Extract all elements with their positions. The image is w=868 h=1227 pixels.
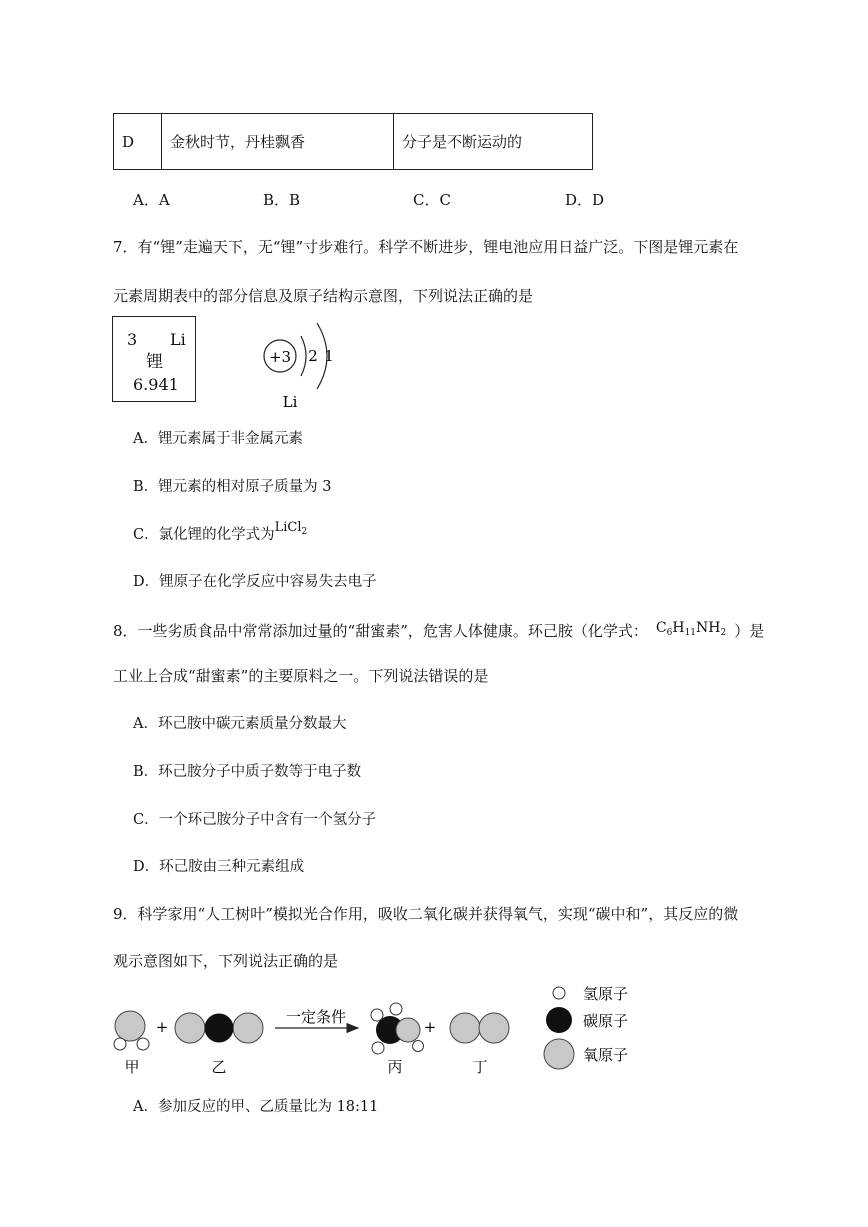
label-bing: 丙 [387, 1058, 403, 1076]
atom-structure-diagram [255, 318, 365, 414]
oxygen-legend-icon [544, 1039, 574, 1069]
q7-option-a[interactable]: A．锂元素属于非金属元素 [133, 431, 303, 447]
licl2-formula: LiCl$_2$ [274, 520, 308, 537]
carbon-legend-icon [546, 1007, 572, 1033]
cyclohexylamine-formula: $C_6H_{11}NH_2$ [655, 620, 727, 638]
electron-shell-1 [301, 336, 306, 376]
q7-stem-line2: 元素周期表中的部分信息及原子结构示意图，下列说法正确的是 [113, 287, 534, 305]
answer-table-row-d [113, 113, 593, 170]
q7-stem-line1: 7．有“锂”走遍天下，无“锂”寸步难行。科学不断进步，锂电池应用日益广泛。下图是锂元素在 [113, 238, 739, 256]
q7-option-d[interactable]: D．锂原子在化学反应中容易失去电子 [133, 574, 377, 590]
label-jia: 甲 [124, 1058, 140, 1076]
legend-hydrogen: 氢原子 [583, 985, 629, 1003]
element-card-lithium [112, 316, 196, 402]
hydrogen-legend-icon [553, 987, 565, 999]
molecule-jia-water [114, 1011, 149, 1050]
q7-option-c[interactable] [133, 520, 308, 545]
row-phenomenon: 金秋时节，丹桂飘香 [162, 114, 394, 169]
row-label: D [114, 114, 162, 169]
q6-option-c[interactable]: C．C [413, 191, 451, 209]
atomic-mass: 6.941 [133, 375, 179, 394]
atom-label: Li [282, 393, 298, 411]
molecule-bing-methanol [371, 1003, 424, 1054]
legend [544, 985, 628, 1069]
q8-stem-line2: 工业上合成“甜蜜素”的主要原料之一。下列说法错误的是 [113, 667, 489, 685]
reaction-micro-diagram [110, 980, 670, 1080]
plus-sign-2: + [423, 1018, 437, 1036]
q7-option-b[interactable]: B．锂元素的相对原子质量为 3 [133, 479, 332, 495]
q9-stem-line1: 9．科学家用“人工树叶”模拟光合作用，吸收二氧化碳并获得氧气，实现“碳中和”，其反应的微 [113, 905, 739, 923]
element-symbol: Li [170, 330, 186, 349]
q6-option-d[interactable]: D．D [565, 191, 605, 209]
q8-stem-suffix: ）是 [734, 622, 765, 640]
label-ding: 丁 [472, 1058, 488, 1076]
q8-stem-line1 [113, 620, 764, 642]
q9-option-a[interactable]: A．参加反应的甲、乙质量比为 18:11 [133, 1099, 379, 1115]
shell1-electrons: 2 [308, 347, 318, 365]
element-name: 锂 [146, 352, 163, 372]
plus-sign-1: + [155, 1018, 169, 1036]
q8-option-a[interactable]: A．环己胺中碳元素质量分数最大 [133, 716, 347, 732]
q6-option-a[interactable]: A．A [133, 191, 170, 209]
label-yi: 乙 [211, 1058, 227, 1076]
legend-carbon: 碳原子 [583, 1012, 629, 1030]
q8-option-c[interactable]: C．一个环己胺分子中含有一个氢分子 [133, 812, 377, 828]
q8-option-d[interactable]: D．环己胺由三种元素组成 [133, 859, 305, 875]
legend-oxygen: 氧原子 [583, 1046, 629, 1064]
q8-option-b[interactable]: B．环己胺分子中质子数等于电子数 [133, 764, 362, 780]
q8-stem-text: 8．一些劣质食品中常常添加过量的“甜蜜素”，危害人体健康。环己胺（化学式： [113, 622, 648, 640]
nucleus-charge: +3 [268, 348, 292, 366]
atomic-number: 3 [127, 330, 138, 349]
q7-option-c-text: C．氯化锂的化学式为 [133, 527, 275, 543]
molecule-ding-o2 [450, 1013, 509, 1043]
reaction-condition: 一定条件 [285, 1008, 347, 1026]
q6-option-b[interactable]: B．B [263, 191, 301, 209]
molecule-yi-co2 [175, 1013, 263, 1043]
q9-stem-line2: 观示意图如下，下列说法正确的是 [113, 952, 339, 970]
shell2-electrons: 1 [324, 347, 334, 365]
row-explanation: 分子是不断运动的 [402, 133, 523, 151]
